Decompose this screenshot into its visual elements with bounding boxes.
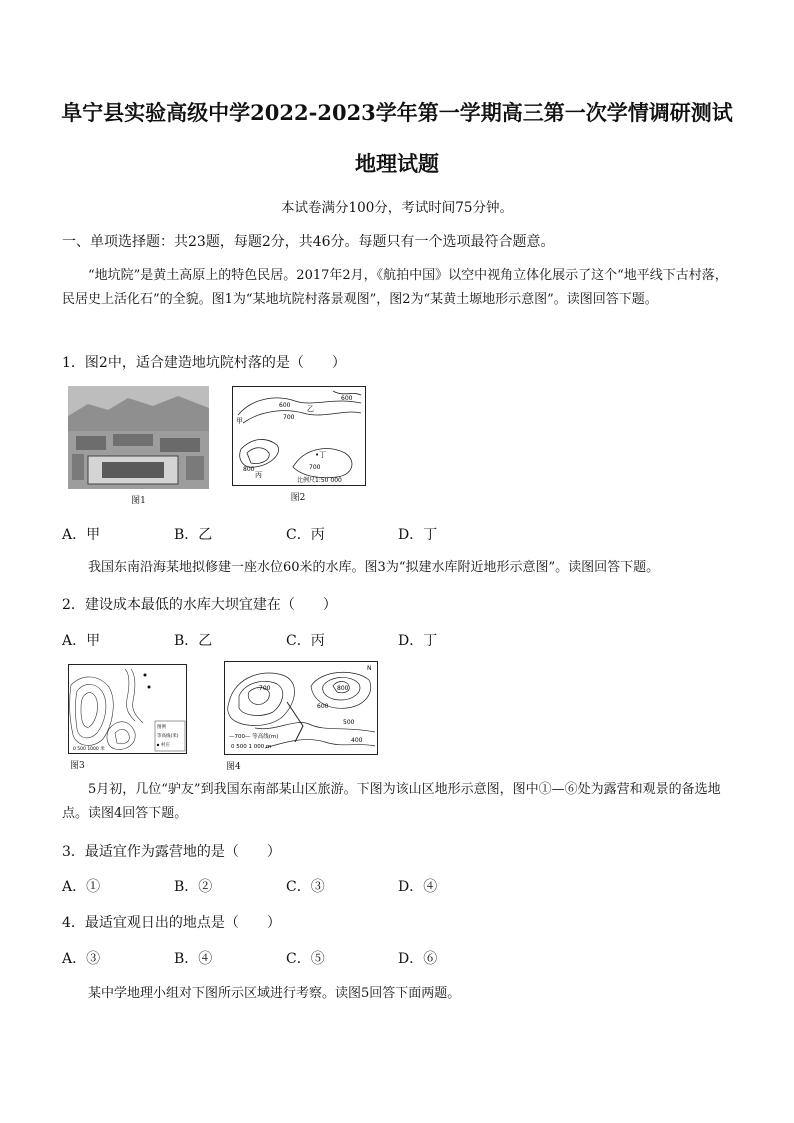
figure-1-photo: [68, 386, 209, 506]
question-3-stem: 3．最适宜作为露营地的是（ ）: [62, 844, 281, 860]
fig2-contour-label: 800: [243, 466, 255, 473]
fig4-north-arrow: N: [367, 665, 372, 672]
figure-2-caption: 图2: [290, 493, 306, 503]
fig2-point-jia: 甲: [236, 417, 243, 425]
fig2-contour-label: 600: [341, 395, 353, 402]
exam-note: 本试卷满分100分，考试时间75分钟。: [281, 200, 513, 216]
fig4-contour-label: 700: [259, 685, 271, 692]
q2-option-b[interactable]: B．乙: [174, 633, 213, 649]
passage-1: “地坑院”是黄土高原上的特色民居。2017年2月，《航拍中国》以空中视角立体化展示了这个“地平线下古村落，民居史上活化石”的全貌。图1为“某地坑院村落景观图”，图2为“某黄土塬地形示意图”。读图回答下题。: [62, 268, 728, 307]
q2-option-c[interactable]: C．丙: [286, 633, 325, 649]
q3-option-b[interactable]: B．②: [174, 879, 213, 895]
fig4-contour-label: 500: [343, 719, 355, 726]
fig3-legend-village: 村庄: [161, 743, 170, 748]
section-heading: 一、单项选择题：共23题，每题2分，共46分。每题只有一个选项最符合题意。: [62, 234, 555, 250]
question-4-options: [62, 948, 510, 968]
question-1-options: [62, 524, 510, 544]
fig4-scale: 0 500 1 000 m: [231, 744, 272, 750]
q3-option-d[interactable]: D．④: [398, 879, 438, 895]
q1-option-a[interactable]: A．甲: [62, 527, 101, 543]
q3-option-c[interactable]: C．③: [286, 879, 325, 895]
figure-2-map: [232, 386, 364, 503]
figure-3-map: [68, 664, 185, 771]
question-1-stem: 1．图2中，适合建造地坑院村落的是（ ）: [62, 355, 346, 371]
subject-title: 地理试题: [355, 151, 439, 176]
fig3-scale: 0 500 1000 米: [73, 747, 105, 752]
fig4-legend: —700— 等高线(m): [229, 734, 279, 740]
q4-option-d[interactable]: D．⑥: [398, 951, 438, 967]
passage-2: 我国东南沿海某地拟修建一座水位60米的水库。图3为“拟建水库附近地形示意图”。读图回答下题。: [88, 560, 660, 575]
figure-4-map: [224, 661, 376, 772]
q4-option-b[interactable]: B．④: [174, 951, 213, 967]
q1-option-c[interactable]: C．丙: [286, 527, 325, 543]
q4-option-a[interactable]: A．③: [62, 951, 101, 967]
fig2-point-yi: 乙: [307, 405, 314, 413]
question-2-stem: 2．建设成本最低的水库大坝宜建在（ ）: [62, 597, 337, 613]
fig2-point-bing: 丙: [255, 471, 262, 479]
fig2-contour-label: 700: [309, 464, 321, 471]
figure-1-caption: 图1: [131, 496, 146, 506]
fig3-legend-contour: 等高线(米): [157, 734, 179, 739]
q1-option-b[interactable]: B．乙: [174, 527, 213, 543]
q3-option-a[interactable]: A．①: [62, 879, 101, 895]
question-2-options: [62, 630, 510, 650]
q1-option-d[interactable]: D．丁: [398, 527, 438, 543]
question-3-options: [62, 876, 510, 896]
exam-title: 阜宁县实验高级中学2022-2023学年第一学期高三第一次学情调研测试: [61, 100, 733, 125]
fig4-contour-label: 800: [337, 685, 349, 692]
question-4-stem: 4．最适宜观日出的地点是（ ）: [62, 915, 281, 931]
passage-3: 5月初，几位“驴友”到我国东南部某山区旅游。下图为该山区地形示意图，图中①—⑥处为露营和观景的备选地点。读图4回答下题。: [62, 782, 721, 821]
q4-option-c[interactable]: C．⑤: [286, 951, 325, 967]
figure-4-caption: 图4: [226, 762, 241, 772]
fig2-contour-label: 600: [279, 402, 291, 409]
fig4-contour-label: 600: [317, 703, 329, 710]
fig4-contour-label: 400: [351, 737, 363, 744]
fig2-point-ding: •丁: [315, 451, 327, 459]
fig3-legend-title: 图例: [157, 725, 166, 730]
fig2-contour-label: 700: [283, 414, 295, 421]
q2-option-a[interactable]: A．甲: [62, 633, 101, 649]
q2-option-d[interactable]: D．丁: [398, 633, 438, 649]
figure-3-caption: 图3: [70, 761, 85, 771]
fig2-scale: 比例尺1:50 000: [297, 477, 342, 484]
passage-4: 某中学地理小组对下图所示区域进行考察。读图5回答下面两题。: [88, 986, 461, 1001]
